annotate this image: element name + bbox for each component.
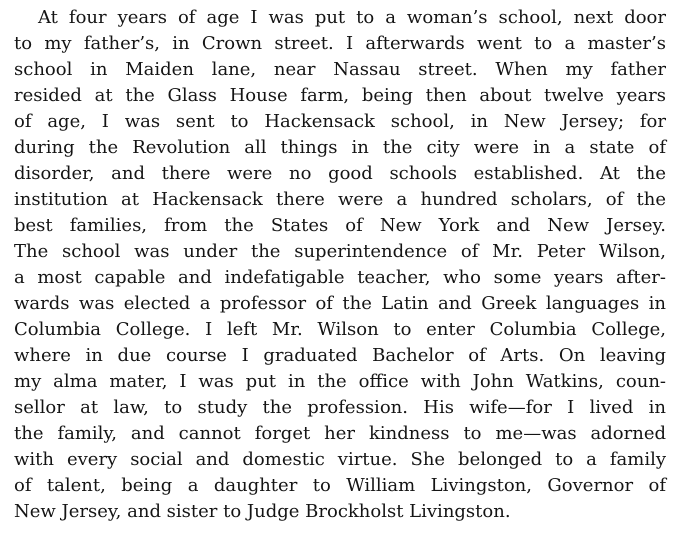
text-line-13: Columbia College. I left Mr. Wilson to enter Columbia College,: [14, 319, 666, 340]
text-line-5: of age, I was sent to Hackensack school, in New Jersey; for: [14, 111, 666, 132]
text-line-4: resided at the Glass House farm, being then about twelve years: [14, 85, 666, 106]
text-line-16: sellor at law, to study the profession. His wife—for I lived in: [14, 397, 666, 418]
text-line-8: institution at Hackensack there were a hundred scholars, of the: [14, 189, 666, 210]
text-line-20: New Jersey, and sister to Judge Brockholst Livingston.: [14, 501, 511, 522]
text-line-11: a most capable and indefatigable teacher, who some years after-: [14, 267, 666, 288]
text-line-17: the family, and cannot forget her kindness to me—was adorned: [14, 423, 666, 444]
text-line-6: during the Revolution all things in the city were in a state of: [14, 137, 666, 158]
text-line-19: of talent, being a daughter to William Livingston, Governor of: [14, 475, 666, 496]
text-line-18: with every social and domestic virtue. She belonged to a family: [14, 449, 666, 470]
text-line-15: my alma mater, I was put in the office with John Watkins, coun-: [14, 371, 666, 392]
text-line-9: best families, from the States of New York and New Jersey.: [14, 215, 666, 236]
text-line-12: wards was elected a professor of the Latin and Greek languages in: [14, 293, 666, 314]
text-line-14: where in due course I graduated Bachelor of Arts. On leaving: [14, 345, 666, 366]
text-line-10: The school was under the superintendence of Mr. Peter Wilson,: [14, 241, 666, 262]
text-line-1: At four years of age I was put to a woman’s school, next door: [38, 7, 666, 28]
text-line-7: disorder, and there were no good schools established. At the: [14, 163, 666, 184]
text-line-2: to my father’s, in Crown street. I afterwards went to a master’s: [14, 33, 666, 54]
text-line-3: school in Maiden lane, near Nassau street. When my father: [14, 59, 666, 80]
